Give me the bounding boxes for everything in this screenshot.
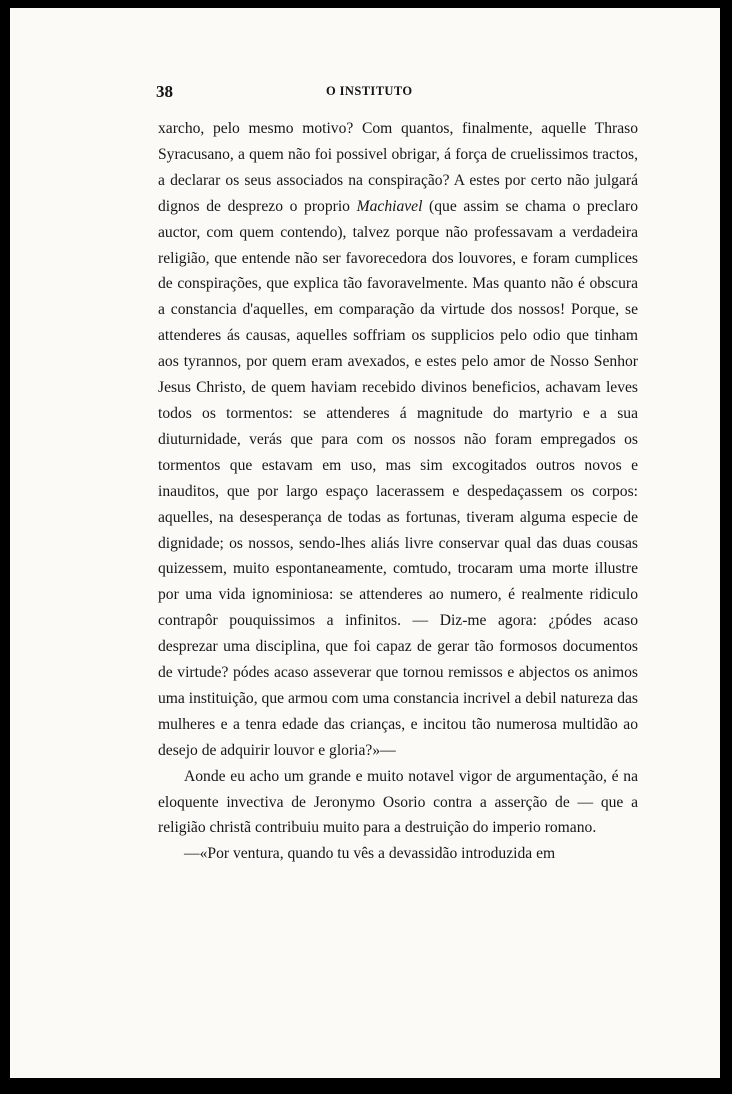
text-segment: Aonde eu acho um grande e muito notavel vigor de argumentação, é na eloquente invectiva de Jeronymo Osorio contra a asserção de — que a religião christã contribuiu muito para a destruição do imperio romano. [158,767,638,837]
body-text [158,116,638,867]
running-title: O INSTITUTO [326,84,413,98]
text-segment: —«Por ventura, quando tu vês a devassidão introduzida em [184,845,556,863]
text-segment: xarcho, pelo mesmo motivo? Com quantos, finalmente, aquelle Thraso Syracusano, a quem não foi possivel obrigar, á força de cruelissimos tractos, a declarar os seus associados na conspiração? A estes por certo não julgará dignos de desprezo o proprio [158,120,638,215]
page-number: 38 [156,82,173,101]
text-segment: (que assim se chama o preclaro auctor, com quem contendo), talvez porque não professavam a verdadeira religião, que entende não ser favorecedora dos louvores, e foram cumplices de conspirações, que explica tão favoravelmente. Mas quanto não é obscura a constancia d'aquelles, em comparação da virtude dos nossos! Porque, se attenderes ás causas, aquelles soffriam os supplicios pelo odio que tinham aos tyrannos, por quem eram avexados, e estes pelo amor de Nosso Senhor Jesus Christo, de quem haviam recebido divinos beneficios, achavam leves todos os tormentos: se attenderes á magnitude do martyrio e a sua diuturnidade, verás que para com os nossos não foram empregados os tormentos que estavam em uso, mas sim excogitados outros novos e inauditos, que por largo espaço lacerassem e despedaçassem os corpos: aquelles, na desesperança de todas as fortunas, tiveram alguma especie de dignidade; os nossos, sendo-lhes aliás livre conservar qual das duas cousas quizessem, muito espontaneamente, comtudo, trocaram uma morte illustre por uma vida ignominiosa: se attenderes ao numero, é realmente ridiculo contrapôr pouquissimos a infinitos. — Diz-me agora: ¿pódes acaso desprezar uma disciplina, que foi capaz de gerar tão formosos documentos de virtude? pódes acaso asseverar que tornou remissos e abjectos os animos uma instituição, que armou com uma constancia incrivel a debil natureza das mulheres e a tenra edade das crianças, e incitou tão numerosa multidão ao desejo de adquirir louvor e gloria?»— [158,197,639,759]
paragraph [158,764,638,842]
paragraph [158,116,638,764]
italic-text: Machiavel [356,197,423,215]
page-header [156,82,638,102]
paragraph [158,841,638,867]
book-page [10,8,720,1078]
